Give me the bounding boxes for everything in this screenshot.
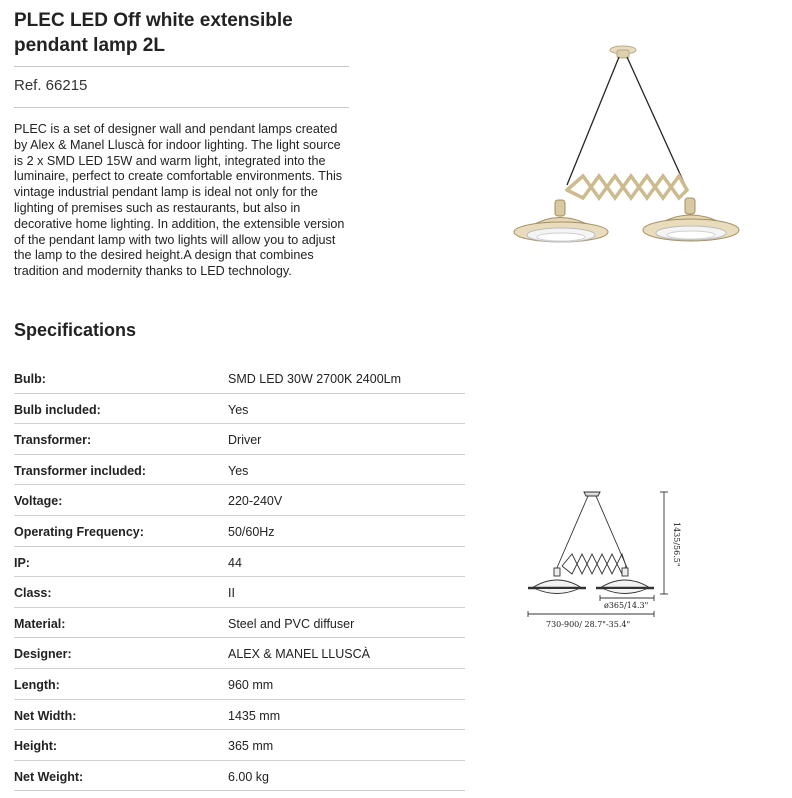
ref-divider: [14, 107, 349, 108]
spec-value: Driver: [228, 433, 262, 448]
diameter-dimension-label: ø365/14.3": [604, 601, 649, 610]
spec-value: SMD LED 30W 2700K 2400Lm: [228, 372, 402, 386]
spec-label: IP:: [14, 555, 30, 570]
product-ref: Ref. 66215: [14, 77, 88, 94]
spec-label: Bulb included:: [14, 402, 101, 417]
spec-row-class: [14, 577, 465, 608]
technical-drawing: [522, 486, 687, 631]
spec-row-frequency: [14, 516, 465, 547]
spec-row-voltage: [14, 485, 465, 516]
spec-row-transformer-included: [14, 455, 465, 486]
spec-label: Material:: [14, 616, 66, 631]
product-photo: [505, 40, 755, 270]
spec-row-bulb: [14, 363, 465, 394]
spec-value: II: [228, 586, 235, 601]
spec-row-net-weight: [14, 761, 465, 792]
spec-value: 6.00 kg: [228, 769, 270, 784]
spec-value: ALEX & MANEL LLUSCÀ: [228, 647, 370, 662]
spec-row-bulb-included: [14, 394, 465, 425]
spec-value: Yes: [228, 463, 249, 478]
spec-label: Height:: [14, 739, 58, 754]
spec-label: Designer:: [14, 647, 72, 662]
spec-value: 220-240V: [228, 494, 283, 509]
title-divider: [14, 66, 349, 67]
spec-value: Steel and PVC diffuser: [228, 616, 355, 631]
specifications-table: [14, 363, 465, 791]
height-dimension-label: 1435/56.5": [672, 522, 681, 567]
spec-label: Voltage:: [14, 494, 63, 509]
product-title: PLEC LED Off white extensible pendant lamp 2L: [14, 10, 293, 56]
spec-row-ip: [14, 547, 465, 578]
spec-label: Net Weight:: [14, 769, 84, 784]
spec-value: 365 mm: [228, 739, 274, 754]
spec-row-transformer: [14, 424, 465, 455]
spec-value: 960 mm: [228, 677, 274, 692]
spec-row-length: [14, 669, 465, 700]
spec-label: Bulb:: [14, 372, 46, 386]
spec-label: Net Width:: [14, 708, 77, 723]
spec-value: 44: [228, 555, 242, 570]
spec-row-height: [14, 730, 465, 761]
spec-label: Transformer:: [14, 433, 92, 448]
spec-label: Transformer included:: [14, 463, 146, 478]
width-dimension-label: 730-900/ 28.7"-35.4": [546, 620, 631, 629]
spec-label: Length:: [14, 677, 60, 692]
spec-row-net-width: [14, 700, 465, 731]
spec-value: Yes: [228, 402, 249, 417]
spec-row-designer: [14, 638, 465, 669]
spec-value: 50/60Hz: [228, 524, 275, 539]
spec-label: Operating Frequency:: [14, 524, 144, 539]
specifications-heading: Specifications: [14, 320, 137, 340]
spec-label: Class:: [14, 586, 52, 601]
product-description: PLEC is a set of designer wall and pendant lamps created by Alex & Manel Lluscà for indoor lighting. The light source is 2 x SMD LED 15W and warm light, integrated into the luminaire, perfect to create comfortable environments. This vintage industrial pendant lamp is ideal not only for the lighting of premises such as restaurants, but also in decorative home lighting. In addition, the extensible version of the pendant lamp with two lights will allow you to adjust the lamp to the desired height.A design that combines tradition and modernity thanks to LED technology.: [14, 122, 345, 279]
spec-row-material: [14, 608, 465, 639]
spec-value: 1435 mm: [228, 708, 281, 723]
